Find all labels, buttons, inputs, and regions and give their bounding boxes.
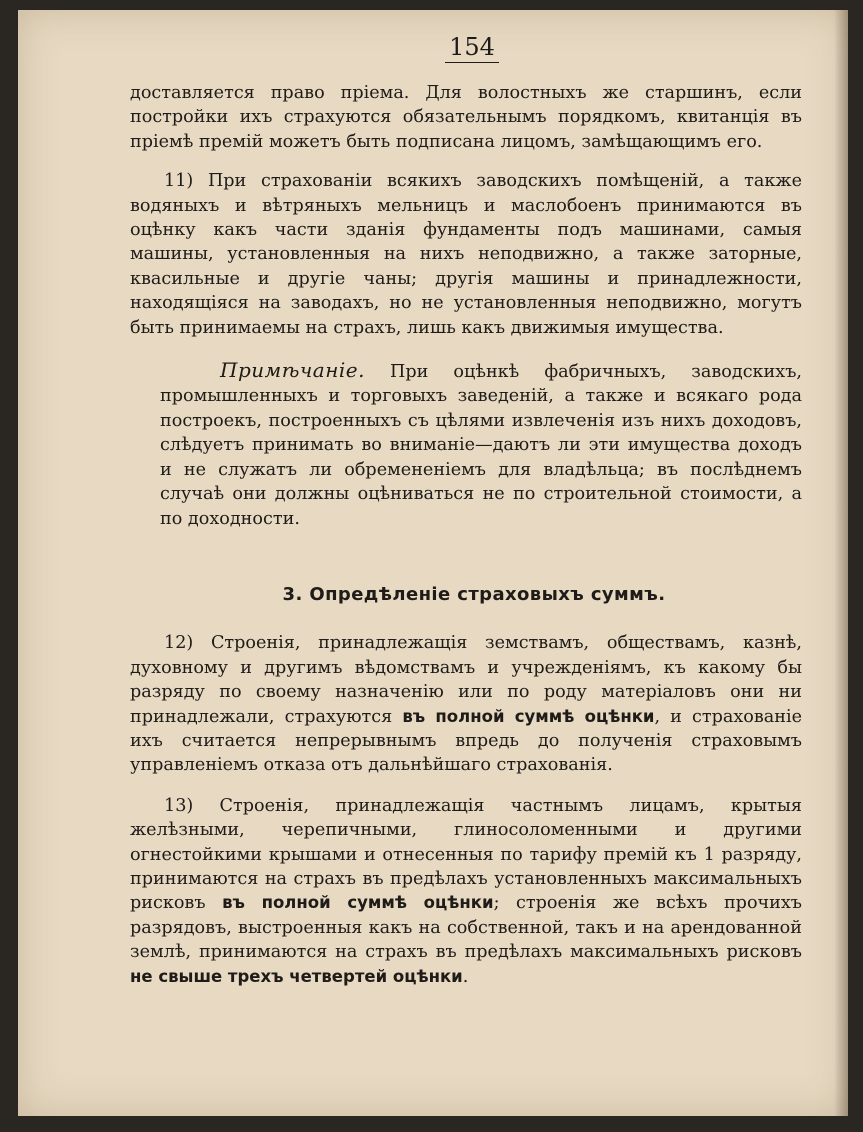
- paragraph-13-bold-1: въ полной суммѣ оцѣнки: [222, 893, 494, 913]
- paragraph-13-text-end: .: [462, 966, 469, 987]
- paragraph-12-bold: въ полной суммѣ оцѣнки: [402, 706, 655, 726]
- paragraph-13-bold-2: не свыше трехъ четвертей оцѣнки: [130, 966, 463, 986]
- paragraph-12-text-end: , и страхованiе ихъ считается непрерывнымъ впредь до полученiя страховымъ управленiемъ отказа отъ дальнѣйшаго страхованiя.: [130, 706, 802, 776]
- note-title: Примѣчанiе.: [220, 358, 365, 383]
- page-number: [130, 32, 802, 63]
- section-heading: 3. Опредѣленiе страховыхъ суммъ.: [282, 583, 666, 605]
- paragraph-intro: доставляется право прiема. Для волостныхъ же старшинъ, если постройки ихъ страхуются обязательнымъ порядкомъ, квитанцiя въ прiемѣ премiй можетъ быть подписана лицомъ, замѣщающимъ его.: [130, 83, 802, 152]
- paragraph-12: [130, 631, 802, 777]
- paragraph-11: 11) При страхованiи всякихъ заводскихъ помѣщенiй, а также водяныхъ и вѣтряныхъ мельницъ и маслобоенъ принимаются въ оцѣнку какъ части зданiя фундаменты подъ машинами, самыя машины, установленныя на нихъ неподвижно, а также заторные, квасильные и другiе чаны; другiя машины и принадлежности, находящiяся на заводахъ, но не установленныя неподвижно, могутъ быть принимаемы на страхъ, лишь какъ движимыя имущества.: [130, 171, 802, 338]
- note-block: [160, 358, 802, 531]
- page-number-value: 154: [445, 32, 499, 63]
- page-text: [130, 32, 802, 989]
- page-edge-shadow: [834, 10, 848, 1116]
- document-page: [18, 10, 848, 1116]
- paragraph-12-text-start: 12) Строенiя, принадлежащiя земствамъ, обществамъ, казнѣ, духовному и другимъ вѣдомствамъ и учрежденiямъ, къ какому бы разряду по своему назначенiю или по роду матерiаловъ они ни принадлежали, страхуются: [130, 633, 802, 727]
- note-text: При оцѣнкѣ фабричныхъ, заводскихъ, промышленныхъ и торговыхъ заведенiй, а также и всякаго рода построекъ, построенныхъ съ цѣлями извлеченiя изъ нихъ доходовъ, слѣдуетъ принимать во вниманiе—даютъ ли эти имущества доходъ и не служатъ ли обремененiемъ для владѣльца; въ послѣднемъ случаѣ они должны оцѣниваться не по строительной стоимости, а по доходности.: [160, 362, 802, 529]
- paragraph-13: [130, 794, 802, 989]
- paragraph-13-text-middle: ; строенiя же всѣхъ прочихъ разрядовъ, выстроенныя какъ на собственной, такъ и на арендованной землѣ, принимаются на страхъ въ предѣлахъ максимальныхъ рисковъ: [130, 893, 803, 963]
- paragraph-13-text-start: 13) Строенiя, принадлежащiя частнымъ лицамъ, крытыя желѣзными, черепичными, глиносоломенными и другими огнестойкими крышами и отнесенныя по тарифу премiй къ 1 разряду, принимаются на страхъ въ предѣлахъ установленныхъ максимальныхъ рисковъ: [130, 795, 802, 914]
